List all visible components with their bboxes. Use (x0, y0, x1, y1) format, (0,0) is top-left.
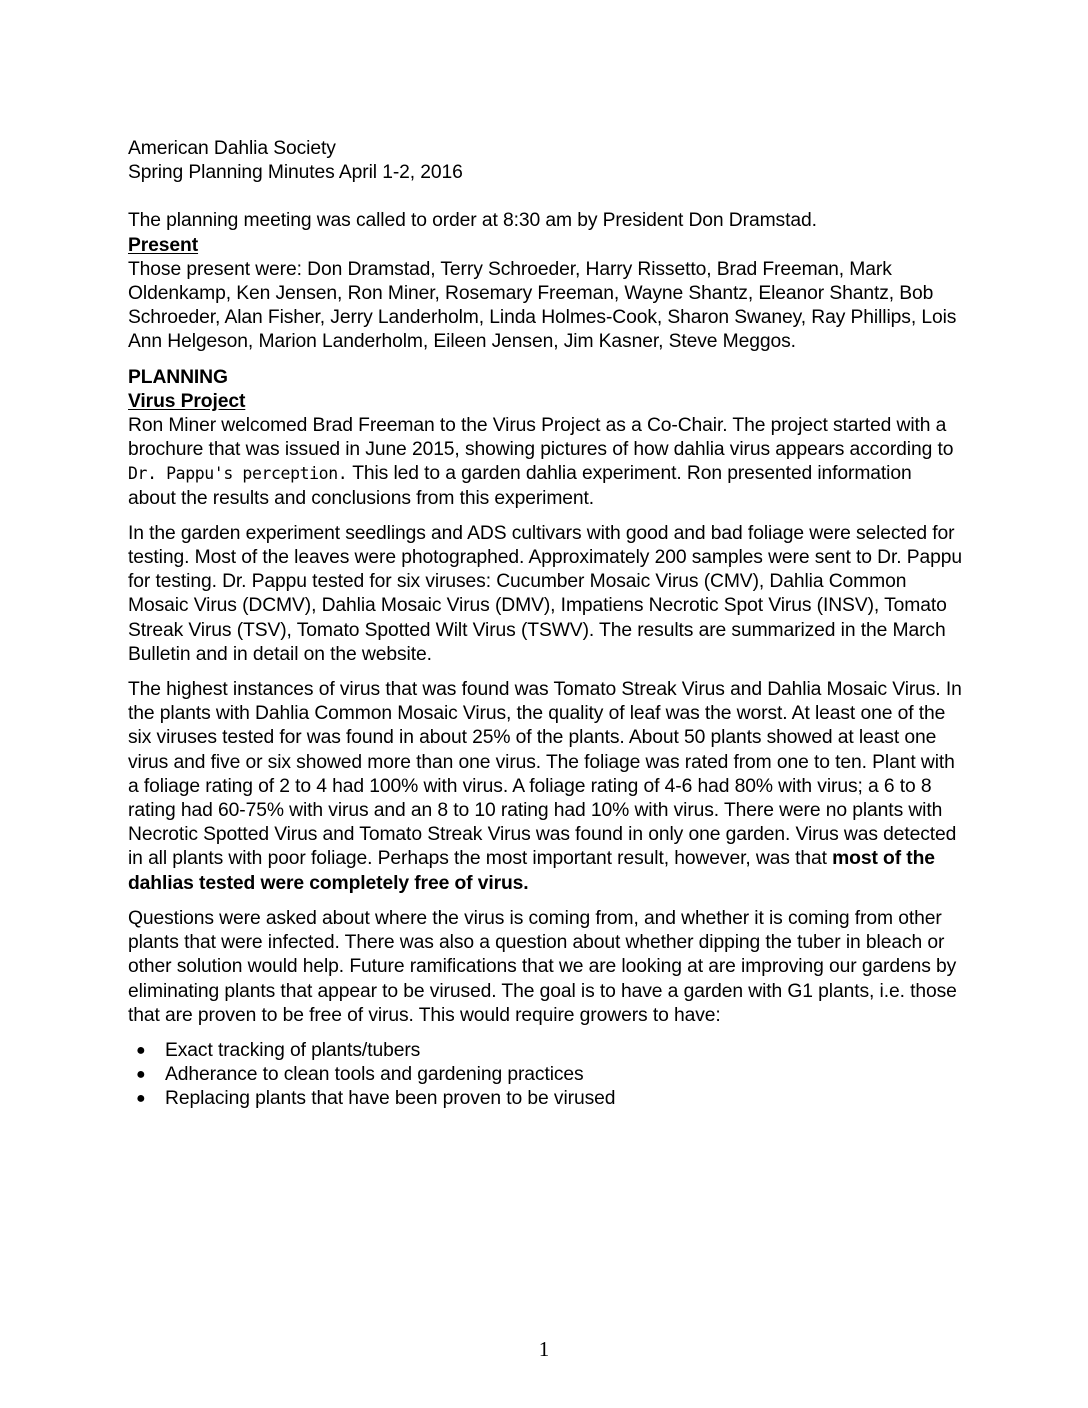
bullet-icon: ● (136, 1066, 146, 1084)
paragraph-1-text-start: Ron Miner welcomed Brad Freeman to the Virus Project as a Co-Chair. The project started with a brochure that was issued in June 2015, showing pictures of how dahlia virus appears according to (128, 415, 954, 461)
virus-project-paragraph-4: Questions were asked about where the virus is coming from, and whether it is coming from other plants that were infected. There was also a question about whether dipping the tuber in bleach or other solution would help. Future ramifications that we are looking at are improving our gardens by eliminating plants that appear to be virused. The goal is to have a garden with G1 plants, i.e. those that are proven to be free of virus. This would require growers to have: (128, 907, 957, 1026)
bullet-icon: ● (136, 1041, 146, 1059)
list-item-text: Replacing plants that have been proven to be virused (165, 1088, 616, 1110)
paragraph-3-bold-conclusion: most of the dahlias tested were completely free of virus. (128, 848, 935, 894)
organization-name: American Dahlia Society (128, 138, 336, 159)
paragraph-3-text: The highest instances of virus that was found was Tomato Streak Virus and Dahlia Mosaic Virus. In the plants with Dahlia Common Mosaic Virus, the quality of leaf was the worst. At least one of the six viruses tested for was found in about 25% of the plants. About 50 plants showed at least one virus and five or six showed more than one virus. The foliage was rated from one to ten. Plant with a foliage rating of 2 to 4 had 100% with virus. A foliage rating of 4-6 had 80% with virus; a 6 to 8 rating had 60-75% with virus and an 8 to 10 rating had 10% with virus. There were no plants with Necrotic Spotted Virus and Tomato Streak Virus was found in only one garden. Virus was detected in all plants with poor foliage. Perhaps the most important result, however, was that (128, 679, 962, 870)
virus-project-heading: Virus Project (128, 390, 246, 412)
document-header (128, 137, 964, 185)
virus-project-paragraph-1 (128, 414, 964, 511)
virus-project-paragraph-3 (128, 678, 964, 896)
planning-heading: PLANNING (128, 366, 228, 388)
virus-project-paragraph-2: In the garden experiment seedlings and ADS cultivars with good and bad foliage were selected for testing. Most of the leaves were photographed. Approximately 200 samples were sent to Dr. Pappu for testing. Dr. Pappu tested for six viruses: Cucumber Mosaic Virus (CMV), Dahlia Common Mosaic Virus (DCMV), Dahlia Mosaic Virus (DMV), Impatiens Necrotic Spot Virus (INSV), Tomato Streak Virus (TSV), Tomato Spotted Wilt Virus (TSWV). The results are summarized in the March Bulletin and in detail on the website. (128, 522, 962, 665)
bullet-icon: ● (136, 1090, 146, 1108)
list-item-text: Exact tracking of plants/tubers (165, 1039, 421, 1061)
document-body (128, 137, 964, 1112)
list-item-text: Adherance to clean tools and gardening practices (165, 1064, 584, 1086)
list-item (128, 1039, 964, 1063)
list-item (128, 1063, 964, 1087)
page-number: 1 (538, 1337, 550, 1361)
meeting-title: Spring Planning Minutes April 1-2, 2016 (128, 162, 463, 184)
paragraph-1-text-end: This led to a garden dahlia experiment. Ron presented information about the results and conclusions from this experiment. (128, 463, 912, 509)
paragraph-1-mono-text: Dr. Pappu's perception. (128, 464, 348, 484)
present-heading: Present (128, 234, 199, 256)
call-to-order-paragraph: The planning meeting was called to order at 8:30 am by President Don Dramstad. (128, 210, 817, 232)
grower-requirements-list (128, 1039, 964, 1112)
attendees-paragraph: Those present were: Don Dramstad, Terry Schroeder, Harry Rissetto, Brad Freeman, Mark Oldenkamp, Ken Jensen, Ron Miner, Rosemary Freeman, Wayne Shantz, Eleanor Shantz, Bob Schroeder, Alan Fisher, Jerry Landerholm, Linda Holmes-Cook, Sharon Swaney, Ray Phillips, Lois Ann Helgeson, Marion Landerholm, Eileen Jensen, Jim Kasner, Steve Meggos. (128, 258, 957, 353)
list-item (128, 1087, 964, 1111)
